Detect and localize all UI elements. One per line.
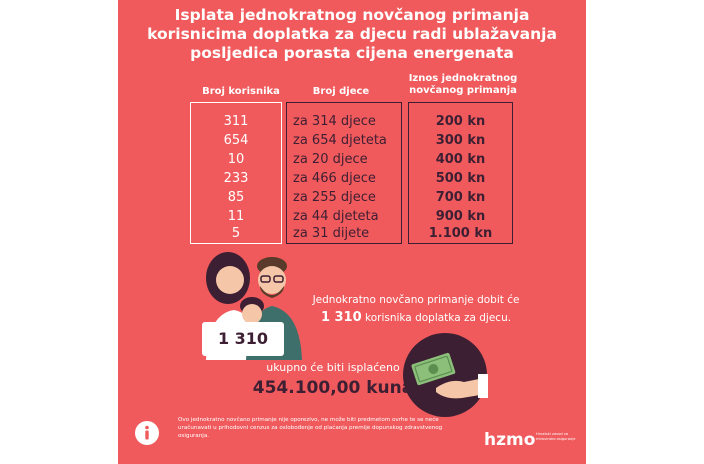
amount-cell: 500 kn [435,171,486,186]
title-line-3: posljedica porasta cijena energenata [190,44,514,62]
users-cell: 233 [223,171,249,186]
children-cell: za 314 djece [293,114,376,129]
amount-cell: 300 kn [435,133,486,148]
users-cell: 654 [223,133,249,148]
children-cell: za 44 djeteta [293,209,379,224]
count-card: 1 310 [202,322,284,356]
children-cell: za 654 djeteta [293,133,387,148]
header-amount-line-1: Iznos jednokratnog [408,73,518,84]
amount-cell: 400 kn [435,152,486,167]
amount-cell: 700 kn [435,190,486,205]
amount-cell: 900 kn [435,209,486,224]
children-cell: za 20 djece [293,152,368,167]
page-title [118,6,586,63]
users-cell: 5 [231,226,241,241]
message-line-2 [296,309,536,327]
amount-cell: 200 kn [435,114,486,129]
header-children: Broj djece [312,86,370,97]
footnote: Ovo jednokratno novčano primanje nije oporezivo, ne može biti predmetom ovrhe te se neće uračunavati u prihodovni cenzus za oslobođenje od plaćanja premije dopunskog zdravstvenog osiguranja. [178,417,443,439]
header-amount-line-2: novčanog primanja [409,85,517,96]
users-cell: 10 [227,152,245,167]
users-cell: 311 [223,114,249,129]
total-label: ukupno će biti isplaćeno [266,361,400,374]
message-line-2-rest: korisnika doplatka za djecu. [365,312,512,324]
children-cell: za 466 djece [293,171,376,186]
users-cell: 11 [227,209,245,224]
message-line-1: Jednokratno novčano primanje dobit će [312,294,520,306]
title-line-2: korisnicima doplatka za djecu radi ublažavanja [147,25,557,43]
total-block [248,360,418,400]
children-cell: za 31 dijete [293,226,370,241]
info-icon [134,420,160,446]
message-count: 1 310 [320,310,362,325]
title-line-1: Isplata jednokratnog novčanog primanja [174,6,530,24]
hzmo-logo-subtitle: Hrvatski zavod za mirovinsko osiguranje [536,432,576,441]
amount-cell: 1.100 kn [428,226,493,241]
header-amount [408,73,518,97]
hzmo-logo: hzmo [484,430,536,450]
beneficiaries-message [296,292,536,327]
infographic [118,0,586,464]
header-users: Broj korisnika [202,86,280,97]
children-cell: za 255 djece [293,190,376,205]
total-value: 454.100,00 kuna [252,378,414,398]
users-cell: 85 [227,190,245,205]
